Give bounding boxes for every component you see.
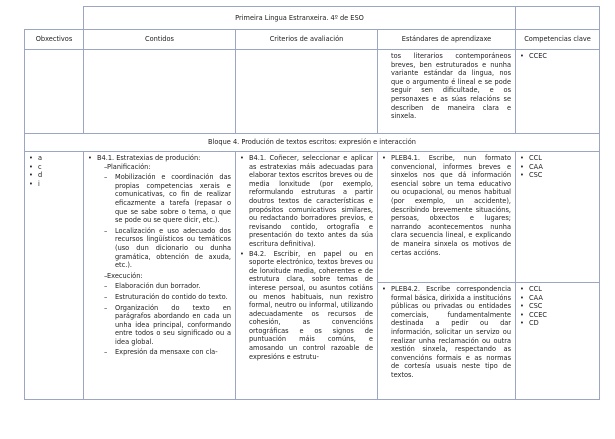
criterio-item: • B4.1. Coñecer, seleccionar e aplicar as estratexias máis adecuadas para elaborar textos escritos breves ou de media lonxitude (por exemplo, reformulando estruturas a partir doutros textos de características e propósitos comunicativos similares, ou redactando borradores previos, e revisando contido, ortografía e presentación do texto antes da súa escritura definitiva). [240, 154, 373, 249]
contido-item: – Estruturación do contido do texto. [97, 293, 231, 302]
table-title-row [25, 7, 600, 30]
contido-item: – Expresión da mensaxe con cla- [97, 348, 231, 357]
contido-item: – Localización e uso adecuado dos recursos lingüísticos ou temáticos (uso dun dicionario ou dunha gramática, obtención de axuda, etc.). [97, 227, 231, 270]
competencia-item: • CD [520, 319, 595, 328]
obxectivo-item: • a [29, 154, 79, 163]
column-header-criterios: Criterios de avaliación [236, 30, 378, 50]
competencia-item: • CAA [520, 163, 595, 172]
competencia-item: • CCL [520, 285, 595, 294]
competencia-item: • CSC [520, 302, 595, 311]
obxectivos-list [29, 154, 79, 188]
column-header-row [25, 30, 600, 50]
competencia-item: • CSC [520, 171, 595, 180]
estandar-item: • PLEB4.1. Escribe, nun formato convencional, informes breves e sinxelos nos que dá información esencial sobre un tema educativo ou ocupacional, ou menos habitual (por exemplo, un accidente), describindo brevemente situacións, persoas, obxectos e lugares; narrando acontecementos nunha clara secuencia lineal, e explicando de maneira sinxela os motivos de certas accións. [382, 154, 511, 257]
competencia-item: • CCL [520, 154, 595, 163]
column-header-estandares: Estándares de aprendizaxe [378, 30, 516, 50]
competencia-item: • CAA [520, 294, 595, 303]
table-row-main [25, 152, 600, 283]
competencias-list-1 [520, 154, 595, 180]
table-title: Primeira Lingua Estranxeira. 4º de ESO [84, 7, 516, 30]
contidos-list [88, 154, 231, 357]
column-header-competencias: Competencias clave [516, 30, 600, 50]
competencias-list-prev [520, 52, 595, 61]
criterio-item: • B4.2. Escribir, en papel ou en soporte electrónico, textos breves ou de lonxitude media, coherentes e de estrutura clara, sobre temas de interese persoal, ou asuntos cotiáns ou menos habituais, nun rexistro formal, neutro ou informal, utilizando adecuadamente os recursos de cohesión, as convencións ortográficas e os signos de puntuación máis comúns, e amosando un control razoable de expresións e estrutu- [240, 250, 373, 362]
estandar-item: • PLEB4.2. Escribe correspondencia formal básica, dirixida a institucións públicas ou privadas ou entidades comerciais, fundamentalmente destinada a pedir ou dar información, solicitar un servizo ou realizar unha reclamación ou outra xestión sinxela, respectando as convencións formais e as normas de cortesía usuais neste tipo de textos. [382, 285, 511, 380]
contido-title: • B4.1. Estratexias de produción: – Planificación: – Mobilización e coordinación das propias competencias xerais e comunicativas, co fin de realizar eficazmente a tarefa (repasar o que se sabe sobre o tema, o que se pode ou se quere dicir, etc.). – Localización e uso adecuado dos recursos lingüísticos ou temáticos (uso dun dicionario ou dunha gramática, obtención de axuda, etc.). – Execución: – Elaboración dun borrador. – Estruturación do contido do texto. – Organización do texto en parágrafos abordando en cada un unha idea principal, conformando entre todos o seu significado ou a idea global. – Expresión da mensaxe con cla- [88, 154, 231, 357]
curriculum-table-page [24, 6, 599, 406]
contido-item: – Organización do texto en parágrafos abordando en cada un unha idea principal, conformando entre todos o seu significado ou a idea global. [97, 304, 231, 347]
column-header-obxectivos: Obxectivos [25, 30, 84, 50]
contido-item: – Mobilización e coordinación das propias competencias xerais e comunicativas, co fin de realizar eficazmente a tarefa (repasar o que se sabe sobre o tema, o que se pode ou se quere dicir, etc.). [97, 173, 231, 225]
competencia-item: • CCEC [520, 311, 595, 320]
curriculum-table [24, 6, 600, 400]
competencia-item: • CCEC [520, 52, 595, 61]
planificacion-heading: – Planificación: [97, 163, 231, 172]
table-row-continuation [25, 50, 600, 134]
block-heading-row [25, 134, 600, 152]
obxectivo-item: • d [29, 171, 79, 180]
competencias-list-2 [520, 285, 595, 328]
contido-item: – Elaboración dun borrador. [97, 282, 231, 291]
obxectivo-item: • i [29, 180, 79, 189]
criterios-list [240, 154, 373, 361]
execucion-heading: – Execución: [97, 272, 231, 281]
estandar-continuation: tos literarios contemporáneos breves, ben estruturados e nunha variante estándar da lingua, nos que o argumento é lineal e se pode seguir sen dificultade, e os personaxes e as súas relacións se describen de maneira clara e sinxela. [391, 52, 512, 121]
column-header-contidos: Contidos [84, 30, 236, 50]
block-title: Bloque 4. Produción de textos escritos: expresión e interacción [25, 134, 600, 152]
obxectivo-item: • c [29, 163, 79, 172]
